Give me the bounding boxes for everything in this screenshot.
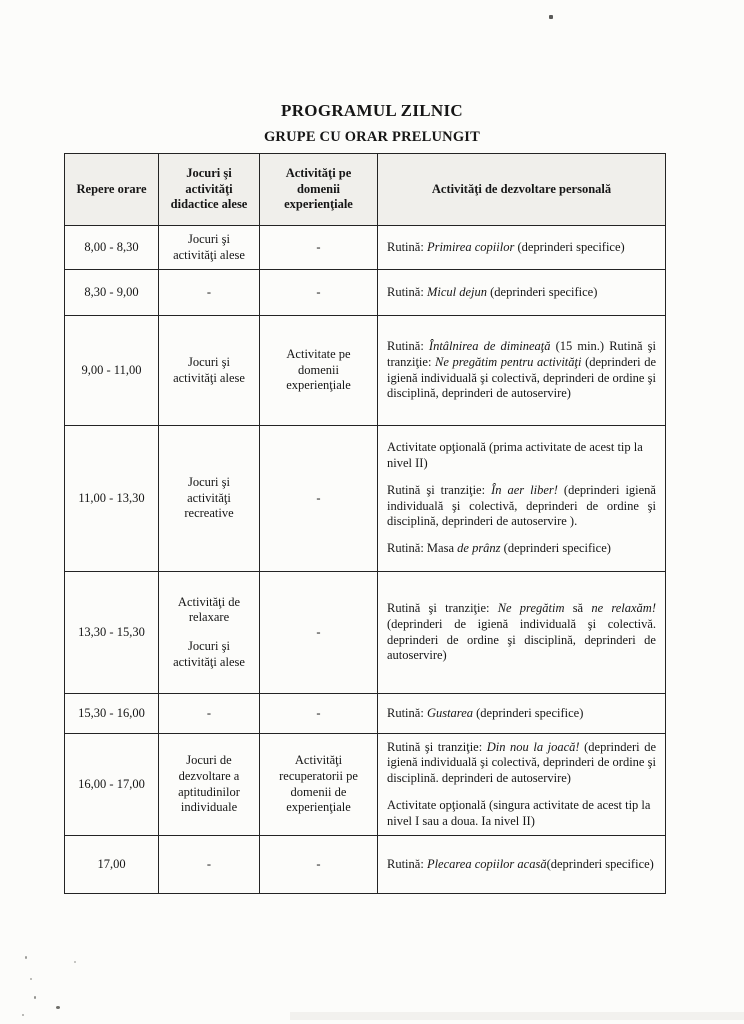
time-cell: 15,30 - 16,00 <box>65 694 159 734</box>
scan-speck <box>25 956 27 959</box>
table-row <box>65 270 666 316</box>
table-row <box>65 426 666 572</box>
personal-development-cell <box>378 426 666 572</box>
cell-paragraph: Rutină şi tranziţie: În aer liber! (deprinderi igienă individuală şi colectivă, deprinderi de ordine şi disciplină, deprinderi de autoservire ). <box>387 482 656 529</box>
cell-text: - <box>206 705 212 720</box>
experiential-activities-cell <box>260 426 378 572</box>
scan-speck <box>549 15 553 19</box>
time-cell: 8,00 - 8,30 <box>65 226 159 270</box>
chosen-activities-cell <box>159 270 260 316</box>
cell-paragraph: Rutină şi tranziţie: Din nou la joacă! (deprinderi de igienă individuală şi colectivă, deprinderi de ordine şi disciplină. deprinderi de autoservire) <box>387 739 656 786</box>
table-row <box>65 226 666 270</box>
cell-text: - <box>316 239 321 254</box>
cell-text: - <box>316 490 321 505</box>
document-title: PROGRAMUL ZILNIC <box>281 101 463 120</box>
experiential-activities-cell <box>260 226 378 270</box>
personal-development-cell <box>378 270 666 316</box>
column-header: Jocuri şi activităţi didactice alese <box>159 154 260 226</box>
cell-text: - <box>206 284 212 299</box>
personal-development-cell <box>378 572 666 694</box>
cell-text: Jocuri şi activităţi recreative <box>184 474 234 521</box>
time-cell: 13,30 - 15,30 <box>65 572 159 694</box>
header-row <box>65 154 666 226</box>
column-header: Activităţi de dezvoltare personală <box>378 154 666 226</box>
cell-text: - <box>206 856 212 871</box>
chosen-activities-cell <box>159 734 260 836</box>
cell-text: Jocuri şi activităţi alese <box>173 354 245 385</box>
cell-text: Jocuri şi activităţi alese <box>173 231 245 262</box>
time-cell: 11,00 - 13,30 <box>65 426 159 572</box>
table-body <box>65 226 666 894</box>
cell-paragraph: Rutină: Întâlnirea de dimineaţă (15 min.) Rutină şi tranziţie: Ne pregătim pentru activităţi (deprinderi de igienă individuală şi colectivă, deprinderi de ordine şi disciplină, deprinderi de autoservire) <box>387 339 656 401</box>
cell-paragraph: Activitate opţională (singura activitate de acest tip la nivel I sau a doua. Ia nivel II) <box>387 797 651 828</box>
chosen-activities-cell <box>159 572 260 694</box>
experiential-activities-cell <box>260 270 378 316</box>
chosen-activities-cell <box>159 316 260 426</box>
cell-paragraph: Rutină şi tranziţie: Ne pregătim să ne relaxăm! (deprinderi de igienă individuală şi colectivă. deprinderi de ordine şi disciplină, deprinderi de autoservire) <box>387 601 656 663</box>
cell-text: Activităţi de relaxare <box>177 594 241 625</box>
table-row <box>65 836 666 894</box>
experiential-activities-cell <box>260 572 378 694</box>
table-row <box>65 572 666 694</box>
cell-text: - <box>316 705 321 720</box>
chosen-activities-cell <box>159 836 260 894</box>
experiential-activities-cell <box>260 316 378 426</box>
table-row <box>65 734 666 836</box>
cell-paragraph: Rutină: Masa de prânz (deprinderi specifice) <box>387 541 611 555</box>
time-cell: 8,30 - 9,00 <box>65 270 159 316</box>
table-row <box>65 694 666 734</box>
cell-paragraph: Activitate opţională (prima activitate de acest tip la nivel II) <box>387 440 643 470</box>
chosen-activities-cell <box>159 226 260 270</box>
cell-text: - <box>316 624 321 639</box>
daily-schedule-table <box>64 153 666 894</box>
cell-paragraph: Rutină: Primirea copiilor (deprinderi specifice) <box>387 239 625 254</box>
scan-speck <box>34 996 36 999</box>
cell-text: Activitate pe domenii experienţiale <box>286 346 351 393</box>
cell-text: Activităţi recuperatorii pe domenii de experienţiale <box>279 753 358 815</box>
scan-speck <box>74 961 76 963</box>
table-row <box>65 316 666 426</box>
experiential-activities-cell <box>260 694 378 734</box>
experiential-activities-cell <box>260 836 378 894</box>
cell-text: Jocuri şi activităţi alese <box>173 639 245 669</box>
chosen-activities-cell <box>159 694 260 734</box>
cell-text: - <box>316 856 321 871</box>
scan-speck <box>56 1006 60 1009</box>
personal-development-cell <box>378 694 666 734</box>
cell-paragraph: Rutină: Plecarea copiilor acasă(deprinderi specifice) <box>387 856 654 871</box>
scan-streak <box>290 1012 744 1020</box>
cell-paragraph: Rutină: Micul dejun (deprinderi specifice) <box>387 284 598 299</box>
scan-speck <box>30 978 32 980</box>
experiential-activities-cell <box>260 734 378 836</box>
cell-text: Jocuri de dezvoltare a aptitudinilor individuale <box>178 753 240 815</box>
personal-development-cell <box>378 226 666 270</box>
personal-development-cell <box>378 316 666 426</box>
column-header: Activităţi pe domenii experienţiale <box>260 154 378 226</box>
cell-paragraph: Rutină: Gustarea (deprinderi specifice) <box>387 705 584 720</box>
personal-development-cell <box>378 734 666 836</box>
personal-development-cell <box>378 836 666 894</box>
cell-text: - <box>316 284 321 299</box>
scan-speck <box>22 1014 24 1016</box>
column-header: Repere orare <box>65 154 159 226</box>
time-cell: 16,00 - 17,00 <box>65 734 159 836</box>
time-cell: 9,00 - 11,00 <box>65 316 159 426</box>
time-cell: 17,00 <box>65 836 159 894</box>
chosen-activities-cell <box>159 426 260 572</box>
document-subtitle: GRUPE CU ORAR PRELUNGIT <box>263 129 481 145</box>
